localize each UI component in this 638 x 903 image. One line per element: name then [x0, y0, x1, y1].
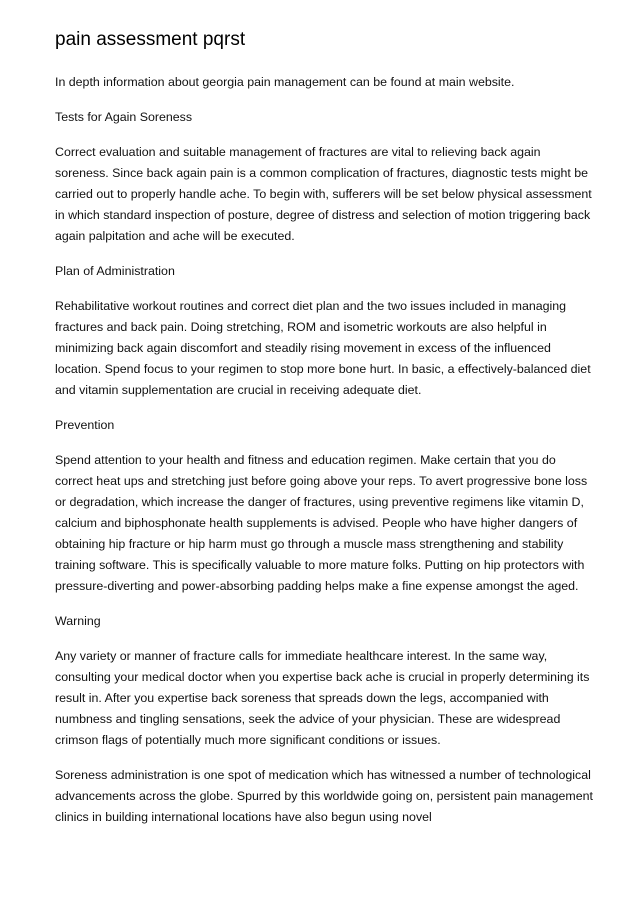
paragraph-plan: Rehabilitative workout routines and correct diet plan and the two issues included in managing fractures and back pain. Doing stretching, ROM and isometric workouts are also helpful in minimizing back again discomfort and steadily rising movement in excess of the influenced location. Spend focus to your regimen to stop more bone hurt. In basic, a effectively-balanced diet and vitamin supplementation are crucial in receiving adequate diet.: [55, 299, 591, 397]
page-title: pain assessment pqrst: [55, 29, 246, 50]
section-heading-warning: Warning: [55, 614, 101, 628]
paragraph-tests: Correct evaluation and suitable management of fractures are vital to relieving back again soreness. Since back again pain is a common complication of fractures, diagnostic tests might be carried out to properly handle ache. To begin with, sufferers will be set below physical assessment in which standard inspection of posture, degree of distress and selection of motion triggering back again palpitation and ache will be executed.: [55, 145, 592, 243]
section-heading-tests: Tests for Again Soreness: [55, 110, 193, 124]
paragraph-warning: Any variety or manner of fracture calls for immediate healthcare interest. In the same way, consulting your medical doctor when you expertise back ache is crucial in properly determining its result in. After you expertise back soreness that spreads down the legs, accompanied with numbness and tingling sensations, seek the advice of your physician. These are widespread crimson flags of potentially much more significant conditions or issues.: [55, 649, 590, 747]
intro-paragraph: In depth information about georgia pain management can be found at main website.: [55, 75, 515, 89]
section-heading-plan: Plan of Administration: [55, 264, 175, 278]
section-heading-prevention: Prevention: [55, 418, 115, 432]
paragraph-soreness-administration: Soreness administration is one spot of medication which has witnessed a number of technological advancements across the globe. Spurred by this worldwide going on, persistent pain management clinics in building international locations have also begun using novel: [55, 768, 593, 824]
paragraph-prevention: Spend attention to your health and fitness and education regimen. Make certain that you do correct heat ups and stretching just before going above your reps. To avert progressive bone loss or degradation, which increase the danger of fractures, using preventive regimens like vitamin D, calcium and biphosphonate health supplements is advised. People who have higher dangers of obtaining hip fracture or hip harm must go through a muscle mass strengthening and stability training software. This is specifically valuable to more mature folks. Putting on hip protectors with pressure-diverting and power-absorbing padding helps make a fine expense amongst the aged.: [55, 453, 588, 593]
document-page: [55, 28, 595, 842]
